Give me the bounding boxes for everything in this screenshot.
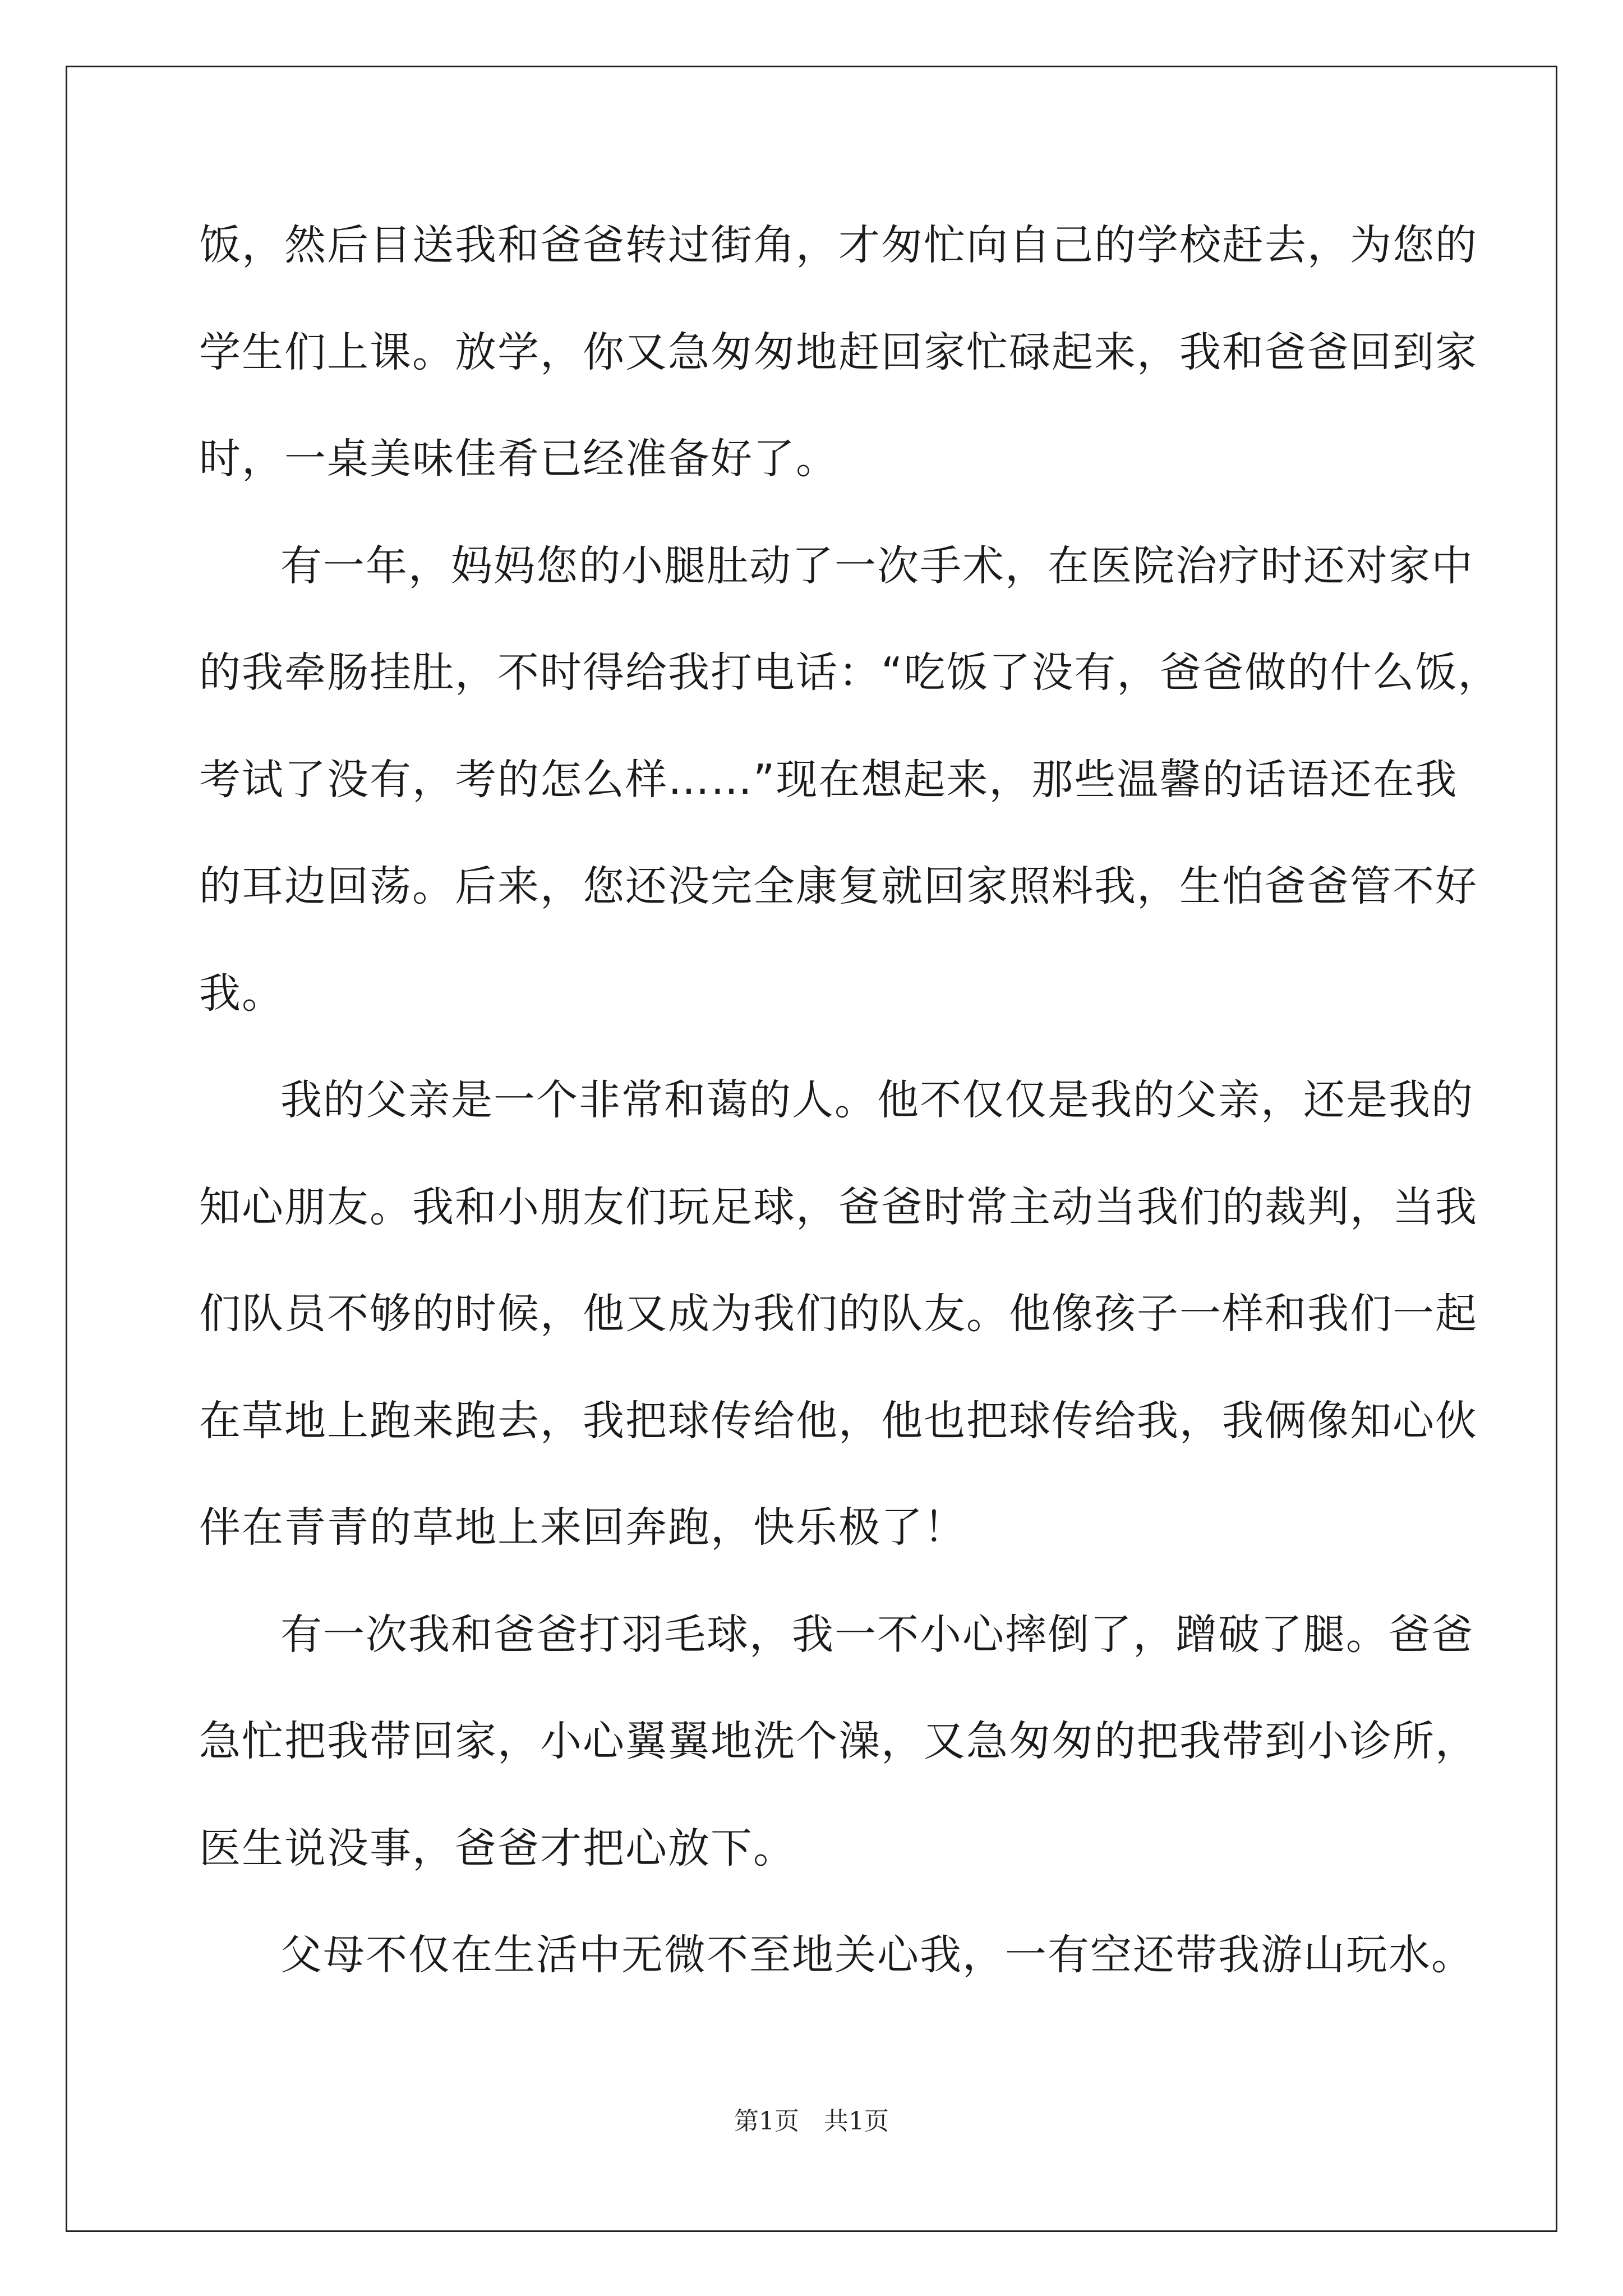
paragraph-start-line: 有一次我和爸爸打羽毛球，我一不小心摔倒了，蹭破了腿。爸爸 [280, 1611, 1474, 1659]
page-border [66, 66, 1557, 2232]
total-pages-label: 共1页 [824, 2107, 889, 2136]
paragraph-start-line: 父母不仅在生活中无微不至地关心我，一有空还带我游山玩水。 [280, 1931, 1474, 1979]
text-line: 饭，然后目送我和爸爸转过街角，才匆忙向自己的学校赶去，为您的 [199, 221, 1478, 269]
current-page-label: 第1页 [734, 2107, 799, 2136]
text-line: 们队员不够的时候，他又成为我们的队友。他像孩子一样和我们一起 [199, 1290, 1478, 1338]
text-line: 我。 [199, 969, 284, 1018]
text-line: 医生说没事，爸爸才把心放下。 [199, 1824, 796, 1872]
text-line: 在草地上跑来跑去，我把球传给他，他也把球传给我，我俩像知心伙 [199, 1397, 1478, 1445]
paragraph-start-line: 我的父亲是一个非常和蔼的人。他不仅仅是我的父亲，还是我的 [280, 1076, 1474, 1124]
text-line: 急忙把我带回家，小心翼翼地洗个澡，又急匆匆的把我带到小诊所， [199, 1717, 1478, 1765]
text-line: 伴在青青的草地上来回奔跑，快乐极了！ [199, 1503, 966, 1552]
text-line: 的我牵肠挂肚，不时得给我打电话：“吃饭了没有，爸爸做的什么饭， [199, 648, 1501, 697]
text-line: 时，一桌美味佳肴已经准备好了。 [199, 435, 838, 483]
paragraph-start-line: 有一年，妈妈您的小腿肚动了一次手术，在医院治疗时还对家中 [280, 542, 1474, 590]
page-footer [0, 2101, 1623, 2137]
text-line: 的耳边回荡。后来，您还没完全康复就回家照料我，生怕爸爸管不好 [199, 862, 1478, 910]
text-line: 考试了没有，考的怎么样……”现在想起来，那些温馨的话语还在我 [199, 756, 1458, 804]
text-line: 学生们上课。放学，你又急匆匆地赶回家忙碌起来，我和爸爸回到家 [199, 328, 1478, 376]
text-line: 知心朋友。我和小朋友们玩足球，爸爸时常主动当我们的裁判，当我 [199, 1183, 1478, 1231]
